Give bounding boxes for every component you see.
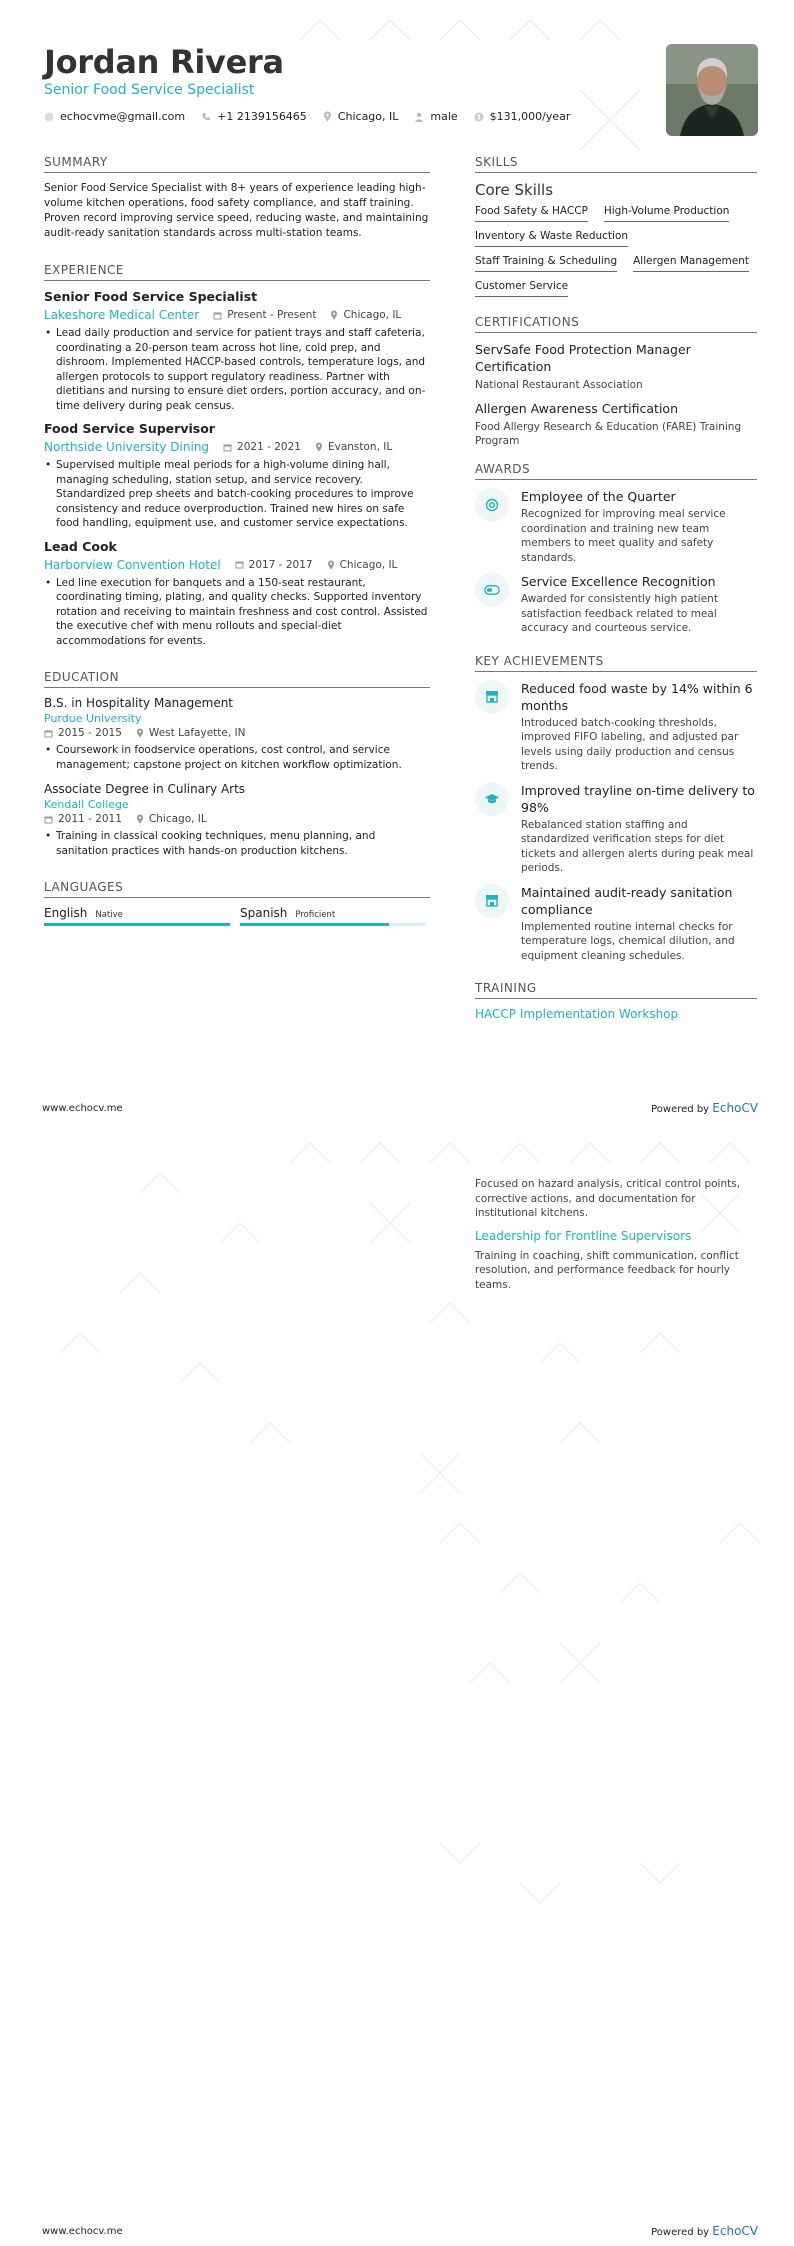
footer-brand[interactable]: EchoCV [712, 2224, 758, 2238]
certification-org: Food Allergy Research & Education (FARE) Training Program [475, 421, 742, 447]
achievement-item [475, 782, 757, 876]
location-pin-icon [327, 560, 335, 570]
footer-site-link[interactable]: www.echocv.me [42, 1102, 123, 1114]
training-desc: Training in coaching, shift communication, conflict resolution, and performance feedback for hourly teams. [475, 1249, 739, 1291]
contact-location: Chicago, IL [323, 110, 399, 123]
experience-bullet: • Supervised multiple meal periods for a high-volume dining hall, managing scheduling, station setup, and service recovery. Standardized prep sheets and batch-cooking procedures to improve consistency and reduce overproduction. Trained new hires on safe food handling, equipment use, and customer service expectations. [56, 458, 430, 531]
experience-bullet: • Lead daily production and service for patient trays and staff cafeteria, coordinating a 20-person team across hot line, cold prep, and dishroom. Implemented HACCP-based controls, temperature logs, and allergen protocols to support regulatory readiness. Partner with dietitians and nursing to ensure diet orders, portion accuracy, and on-time delivery during peak census. [56, 326, 430, 413]
language-proficiency-fill [44, 923, 230, 926]
right-column-continued [475, 1177, 757, 1292]
candidate-title: Senior Food Service Specialist [44, 82, 255, 98]
calendar-icon [44, 815, 53, 824]
awards-section [475, 462, 757, 636]
candidate-name: Jordan Rivera [44, 43, 284, 81]
calendar-icon [44, 729, 53, 738]
section-title: CERTIFICATIONS [475, 315, 757, 333]
page-footer [42, 2224, 758, 2238]
education-school: Purdue University [44, 712, 142, 725]
certification-name: ServSafe Food Protection Manager Certification [475, 342, 691, 374]
phone-icon [201, 112, 211, 122]
section-title: EDUCATION [44, 670, 430, 688]
experience-location: Evanston, IL [327, 441, 393, 453]
resume-header [44, 44, 644, 98]
person-icon [414, 112, 424, 122]
calendar-icon [213, 311, 222, 320]
education-location: Chicago, IL [148, 813, 207, 825]
summary-text: Senior Food Service Specialist with 8+ years of experience leading high-volume kitchen operations, food safety compliance, and staff training. Proven record improving service speed, reducing waste, and maintaining audit-ready sanitation standards across multi-station teams. [44, 182, 429, 239]
section-title: EXPERIENCE [44, 263, 430, 281]
section-title: LANGUAGES [44, 880, 430, 898]
skills-section [475, 155, 757, 297]
experience-company: Northside University Dining [44, 440, 210, 454]
footer-powered-label: Powered by [651, 1104, 710, 1115]
location-pin-icon [323, 111, 332, 122]
section-title: AWARDS [475, 462, 757, 480]
section-title: TRAINING [475, 981, 757, 999]
language-proficiency-bar [240, 923, 426, 926]
target-icon [475, 488, 509, 522]
salary-icon [474, 112, 484, 122]
award-desc: Recognized for improving meal service coordination and training new team members to meet quality and safety standards. [521, 508, 726, 564]
profile-photo [666, 44, 758, 136]
location-pin-icon [315, 442, 323, 452]
achievement-title: Maintained audit-ready sanitation compliance [521, 884, 733, 917]
toggle-icon [475, 573, 509, 607]
training-desc: Focused on hazard analysis, critical control points, corrective actions, and documentation for institutional kitchens. [475, 1178, 741, 1219]
education-degree: B.S. in Hospitality Management [44, 696, 234, 710]
achievement-desc: Introduced batch-cooking thresholds, improved FIFO labeling, and adjusted par levels using daily production and census trends. [521, 716, 739, 772]
store-icon [475, 680, 509, 714]
experience-location: Chicago, IL [343, 309, 402, 321]
experience-section [44, 263, 430, 648]
experience-dates: Present - Present [227, 309, 317, 321]
certification-org: National Restaurant Association [475, 379, 643, 391]
education-dates: 2015 - 2015 [58, 727, 122, 739]
experience-dates: 2017 - 2017 [248, 558, 313, 571]
contact-salary: $131,000/year [474, 110, 571, 123]
contact-row [44, 110, 570, 123]
language-name: English [44, 906, 88, 920]
education-bullet: • Coursework in foodservice operations, cost control, and service management; capstone project on kitchen workflow optimization. [56, 743, 430, 772]
achievement-item [475, 680, 757, 774]
skill-tag: Inventory & Waste Reduction [475, 230, 628, 247]
left-column [44, 155, 430, 940]
education-section [44, 670, 430, 858]
experience-company: Harborview Convention Hotel [44, 557, 221, 572]
language-item [44, 906, 230, 926]
language-level: Native [95, 910, 123, 920]
certification-name: Allergen Awareness Certification [475, 401, 679, 416]
section-title: KEY ACHIEVEMENTS [475, 654, 757, 672]
section-title: SUMMARY [44, 155, 430, 173]
experience-item [44, 289, 430, 413]
footer-site-link[interactable]: www.echocv.me [42, 2225, 123, 2237]
award-item [475, 488, 757, 565]
achievement-title: Reduced food waste by 14% within 6 months [521, 680, 753, 713]
education-dates: 2011 - 2011 [58, 813, 122, 825]
experience-dates: 2021 - 2021 [237, 441, 301, 453]
achievement-desc: Rebalanced station staffing and standardized verification steps for diet tickets and allergen alerts during peak meal periods. [521, 818, 754, 874]
contact-gender: male [414, 110, 457, 123]
footer-powered-label: Powered by [651, 2227, 710, 2238]
calendar-icon [223, 443, 232, 452]
location-pin-icon [136, 814, 144, 824]
skill-tag: High-Volume Production [604, 205, 730, 222]
language-name: Spanish [240, 906, 288, 920]
training-section [475, 981, 757, 1021]
email-icon [44, 112, 54, 122]
experience-bullet: • Led line execution for banquets and a 150-seat restaurant, coordinating timing, plating, and quality checks. Supported inventory rotation and receiving to maintain freshness and cost control. Assisted the executive chef with menu rollouts and special-diet accommodations for events. [56, 576, 430, 649]
graduation-cap-icon [475, 782, 509, 816]
training-name[interactable]: Leadership for Frontline Supervisors [475, 1228, 692, 1243]
section-title: SKILLS [475, 155, 757, 173]
page-footer [42, 1101, 758, 1115]
summary-section [44, 155, 430, 241]
location-pin-icon [136, 728, 144, 738]
store-icon [475, 884, 509, 918]
award-title: Service Excellence Recognition [521, 574, 716, 589]
achievement-title: Improved trayline on-time delivery to 98% [521, 782, 755, 815]
right-column [475, 155, 757, 1035]
education-item [44, 696, 430, 772]
language-proficiency-bar [44, 923, 230, 926]
certifications-section [475, 315, 757, 448]
experience-location: Chicago, IL [339, 558, 398, 571]
education-bullet: • Training in classical cooking techniques, menu planning, and sanitation practices with hands-on production kitchens. [56, 829, 430, 858]
calendar-icon [235, 560, 244, 569]
award-item [475, 573, 757, 636]
achievement-item [475, 884, 757, 964]
contact-phone[interactable]: +1 2139156465 [201, 110, 307, 123]
skill-tag: Food Safety & HACCP [475, 205, 588, 222]
education-location: West Lafayette, IN [148, 727, 246, 739]
contact-email[interactable]: echocvme@gmail.com [44, 110, 185, 123]
skill-tag: Staff Training & Scheduling [475, 255, 617, 272]
skill-tag: Allergen Management [633, 255, 749, 272]
language-item [240, 906, 426, 926]
skills-subheading: Core Skills [475, 181, 554, 199]
language-proficiency-fill [240, 923, 389, 926]
award-title: Employee of the Quarter [521, 489, 676, 504]
education-degree: Associate Degree in Culinary Arts [44, 782, 246, 796]
location-pin-icon [330, 310, 338, 320]
experience-item [44, 539, 430, 649]
experience-title: Food Service Supervisor [44, 421, 215, 436]
education-school: Kendall College [44, 798, 129, 811]
skill-tag: Customer Service [475, 280, 568, 297]
language-level: Proficient [295, 910, 336, 920]
achievement-desc: Implemented routine internal checks for temperature logs, chemical dilution, and equipment cleaning schedules. [521, 920, 735, 962]
resume-page-2 [0, 1123, 794, 2246]
training-name[interactable]: HACCP Implementation Workshop [475, 1007, 679, 1021]
languages-section [44, 880, 430, 926]
award-desc: Awarded for consistently high patient satisfaction feedback related to meal accuracy and courteous service. [521, 593, 718, 634]
experience-company: Lakeshore Medical Center [44, 308, 200, 322]
achievements-section [475, 654, 757, 964]
experience-item [44, 421, 430, 531]
education-item [44, 782, 430, 858]
experience-title: Lead Cook [44, 538, 117, 554]
experience-title: Senior Food Service Specialist [44, 289, 258, 304]
footer-brand[interactable]: EchoCV [712, 1101, 758, 1115]
